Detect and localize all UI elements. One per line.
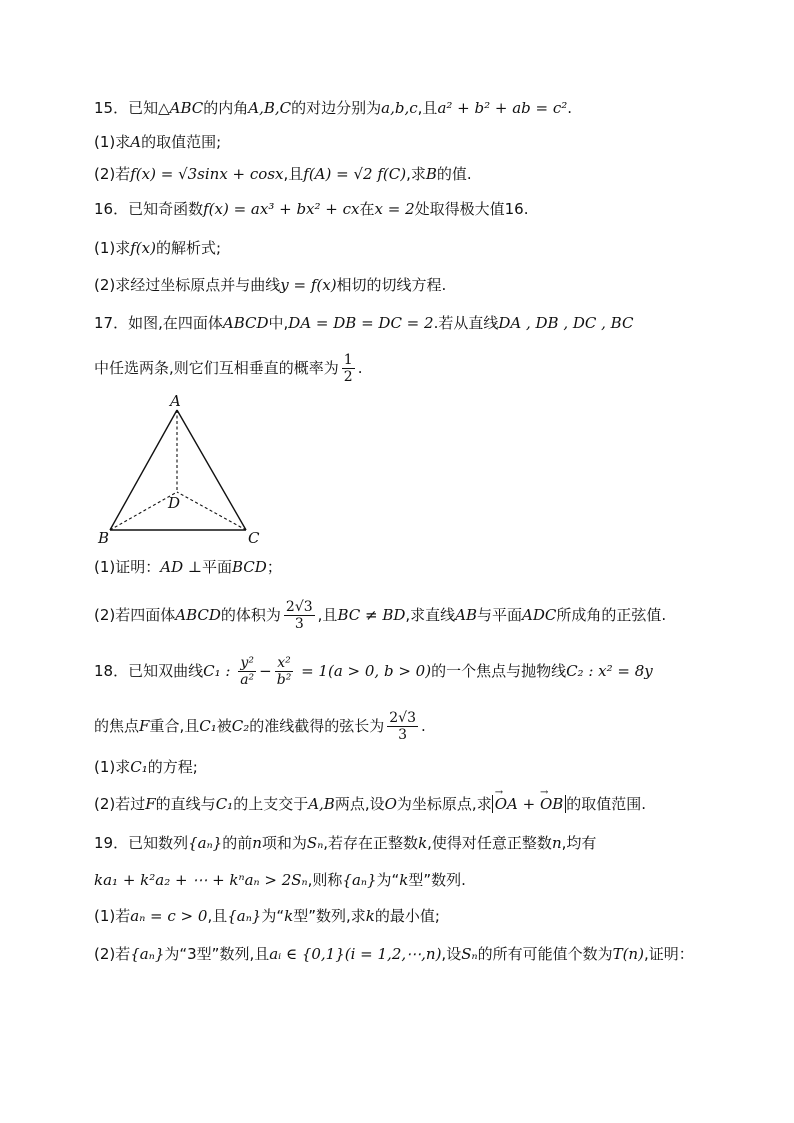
p17-q1: (1)证明：AD ⊥平面BCD； xyxy=(94,558,282,576)
p18-q2: (2)若过F的直线与C₁的上支交于A,B两点,设O为坐标原点,求→ OA + → OB 的取值范围. xyxy=(94,794,646,814)
label-d: D xyxy=(168,494,181,512)
p19-stem-line1: 19．已知数列{aₙ}的前n项和为Sₙ,若存在正整数k,使得对任意正整数n,均有 xyxy=(94,834,597,852)
probability-fraction: $\frac{1}{2}$ xyxy=(343,352,353,385)
label-b: B xyxy=(98,529,110,547)
p19-stem-line2: ka₁ + k²a₂ + ⋯ + kⁿaₙ > 2Sₙ,则称{aₙ}为“k型”数列. xyxy=(94,871,466,889)
vector-sum-magnitude: → OA + → OB xyxy=(492,795,567,813)
p19-q1: (1)若aₙ = c > 0,且{aₙ}为“k型”数列,求k的最小值; xyxy=(94,907,440,925)
p18-stem-line2: 的焦点F重合,且C₁被C₂的准线截得的弦长为 $\frac{2√3}{3}$ . xyxy=(94,710,426,743)
p17-stem-line1: 17．如图,在四面体ABCD中,DA = DB = DC = 2.若从直线DA , DB , DC , BC xyxy=(94,314,634,332)
hyperbola-y-term: $\frac{\text{y²}}{\text{a²}}$ xyxy=(240,655,255,688)
edge-ab xyxy=(110,410,177,530)
label-c: C xyxy=(248,529,260,547)
label-a: A xyxy=(170,392,181,410)
tetrahedron-figure xyxy=(96,392,276,552)
p15-q1: (1)求A的取值范围; xyxy=(94,133,222,151)
triangle-abc: △ABC xyxy=(158,99,204,117)
chord-length-fraction: $\frac{2√3}{3}$ xyxy=(389,710,416,743)
p15-equation: a² + b² + ab = c² xyxy=(437,99,568,117)
p17-q2: (2)若四面体ABCD的体积为 $\frac{2√3}{3}$ ,且BC ≠ BD,求直线AB与平面ADC所成角的正弦值. xyxy=(94,599,667,632)
p16-q1: (1)求f(x)的解析式; xyxy=(94,239,222,257)
volume-fraction: $\frac{2√3}{3}$ xyxy=(285,599,313,632)
p16-stem: 16．已知奇函数f(x) = ax³ + bx² + cx在x = 2处取得极大值16. xyxy=(94,200,529,218)
p17-stem-line2: 中任选两条,则它们互相垂直的概率为 $\frac{1}{2}$ . xyxy=(94,352,363,385)
edge-ac xyxy=(177,410,246,530)
p15-stem: 15．已知△ABC的内角A,B,C的对边分别为a,b,c,且a² + b² + ab = c². xyxy=(94,99,573,117)
p19-q2: (2)若{aₙ}为“3型”数列,且aᵢ ∈ {0,1}(i = 1,2,⋯,n),设Sₙ的所有可能值个数为T(n),证明： xyxy=(94,945,694,963)
hyperbola-x-term: $\frac{\text{x²}}{\text{b²}}$ xyxy=(276,655,292,688)
p18-stem-line1: 18．已知双曲线C₁ : $\frac{\text{y²}}{\text{a²}}$ − $\frac{\text{x²}}{\text{b²}}$ = 1(a > 0, b > 0)的一个焦点与抛物线C₂ : x² = 8y xyxy=(94,655,653,688)
p15-q2: (2)若f(x) = √3sinx + cosx,且f(A) = √2 f(C),求B的值. xyxy=(94,165,472,183)
p18-q1: (1)求C₁的方程; xyxy=(94,758,198,776)
p16-q2: (2)求经过坐标原点并与曲线y = f(x)相切的切线方程. xyxy=(94,276,447,294)
